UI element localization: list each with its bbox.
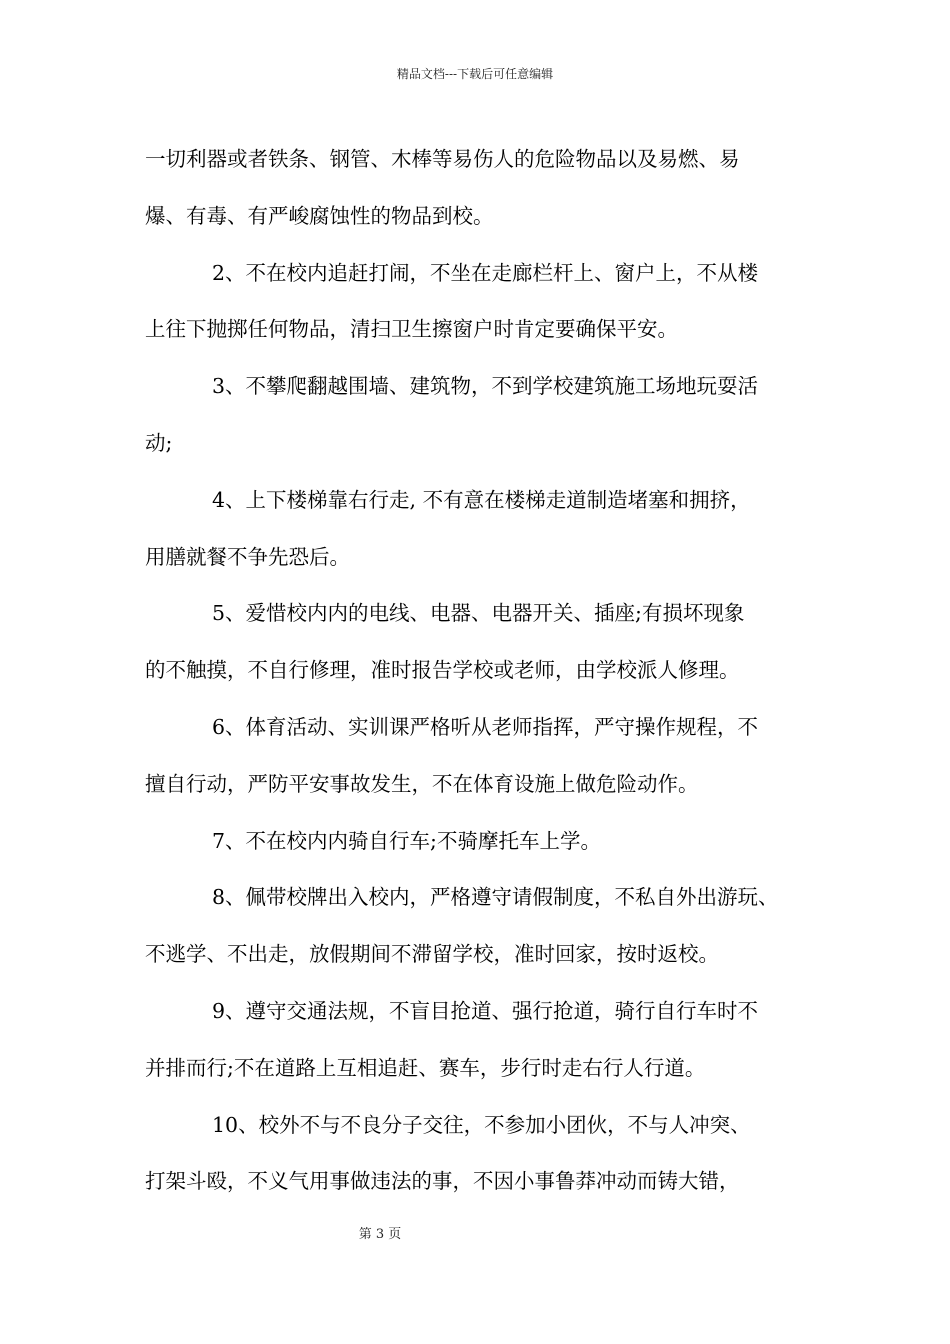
paragraph-line: 10、校外不与不良分子交往，不参加小团伙，不与人冲突、 (212, 1112, 751, 1137)
paragraph-line: 动; (145, 430, 173, 455)
paragraph-line: 打架斗殴，不义气用事做违法的事，不因小事鲁莽冲动而铸大错， (145, 1169, 740, 1194)
paragraph-line: 4、上下楼梯靠右行走, 不有意在楼梯走道制造堵塞和拥挤， (212, 487, 751, 512)
paragraph-line: 上往下抛掷任何物品，清扫卫生擦窗户时肯定要确保平安。 (145, 317, 678, 342)
paragraph-line: 5、爱惜校内内的电线、电器、电器开关、插座;有损坏现象 (212, 601, 745, 626)
paragraph-line: 3、不攀爬翻越围墙、建筑物，不到学校建筑施工场地玩耍活 (212, 374, 759, 399)
page-footer: 第 3 页 (358, 1227, 402, 1242)
paragraph-line: 7、不在校内内骑自行车;不骑摩托车上学。 (212, 828, 601, 853)
paragraph-line: 的不触摸，不自行修理，准时报告学校或老师，由学校派人修理。 (145, 658, 740, 683)
paragraph-line: 6、体育活动、实训课严格听从老师指挥，严守操作规程，不 (212, 714, 759, 739)
body-text (145, 131, 815, 1210)
page-header: 精品文档---下载后可任意编辑 (396, 67, 554, 81)
paragraph-line: 一切利器或者铁条、钢管、木棒等易伤人的危险物品以及易燃、易 (145, 147, 740, 171)
paragraph-line: 用膳就餐不争先恐后。 (145, 544, 350, 569)
paragraph-line: 擅自行动，严防平安事故发生，不在体育设施上做危险动作。 (145, 771, 699, 796)
paragraph-line: 不逃学、不出走，放假期间不滞留学校，准时回家，按时返校。 (145, 942, 719, 967)
paragraph-line: 爆、有毒、有严峻腐蚀性的物品到校。 (145, 203, 494, 228)
paragraph-line: 2、不在校内追赶打闹，不坐在走廊栏杆上、窗户上，不从楼 (212, 260, 759, 285)
paragraph-line: 并排而行;不在道路上互相追赶、赛车，步行时走右行人行道。 (145, 1055, 706, 1080)
paragraph-line: 9、遵守交通法规，不盲目抢道、强行抢道，骑行自行车时不 (212, 998, 759, 1023)
paragraph-line: 8、佩带校牌出入校内，严格遵守请假制度，不私自外出游玩、 (212, 885, 779, 910)
